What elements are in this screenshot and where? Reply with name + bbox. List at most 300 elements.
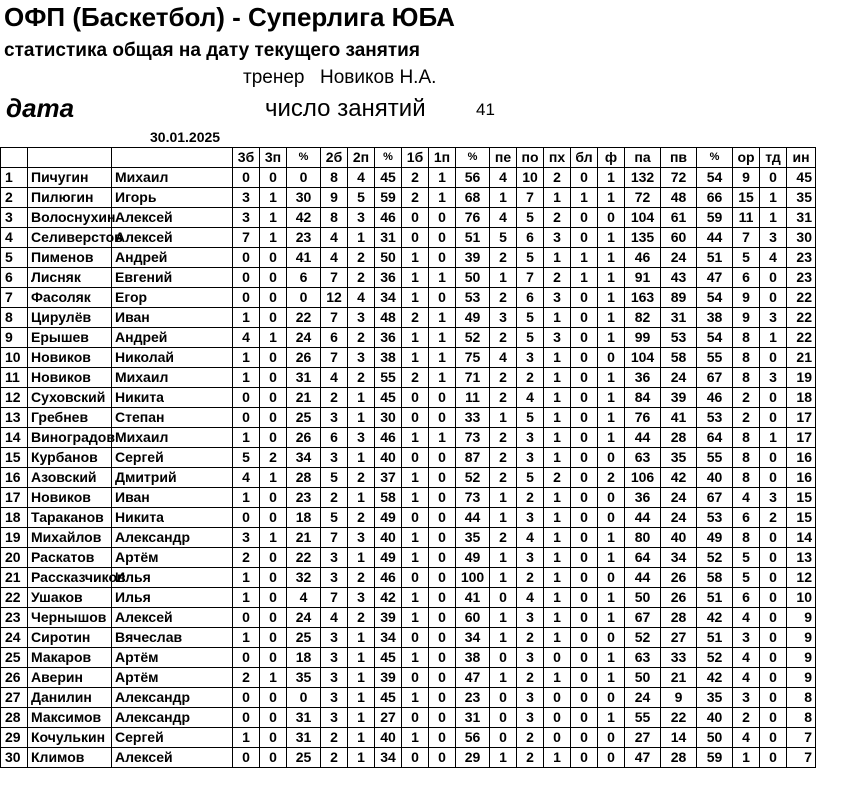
cell-1pt-scored: 0 (429, 668, 456, 688)
cell-steals: 6 (517, 228, 544, 248)
cell-rebounds: 4 (733, 648, 760, 668)
column-header-rebounds: ор (733, 148, 760, 168)
cell-fouls: 0 (598, 348, 625, 368)
cell-passes: 1 (490, 408, 517, 428)
cell-turnovers: 0 (544, 688, 571, 708)
cell-2pt-made: 7 (321, 588, 348, 608)
cell-attack-percent: 54 (697, 288, 733, 308)
cell-attack-percent: 46 (697, 388, 733, 408)
statistics-table (0, 147, 816, 768)
cell-attacks: 44 (625, 428, 661, 448)
cell-steals: 3 (517, 448, 544, 468)
cell-total: 13 (787, 548, 816, 568)
cell-attacks-won: 26 (661, 588, 697, 608)
cell-1pt-made: 0 (402, 508, 429, 528)
cell-1pt-scored: 1 (429, 308, 456, 328)
cell-passes: 1 (490, 508, 517, 528)
cell-1pt-percent: 87 (456, 448, 490, 468)
cell-attacks: 52 (625, 628, 661, 648)
cell-2pt-made: 3 (321, 648, 348, 668)
cell-3pt-scored: 0 (260, 728, 287, 748)
cell-attack-percent: 38 (697, 308, 733, 328)
cell-3pt-percent: 25 (287, 628, 321, 648)
cell-2pt-scored: 1 (348, 688, 375, 708)
cell-steals: 3 (517, 708, 544, 728)
cell-2pt-percent: 39 (375, 608, 402, 628)
cell-3pt-scored: 0 (260, 748, 287, 768)
cell-2pt-percent: 46 (375, 568, 402, 588)
cell-attacks-won: 33 (661, 648, 697, 668)
cell-3pt-made: 0 (233, 708, 260, 728)
cell-attacks: 82 (625, 308, 661, 328)
cell-3pt-made: 1 (233, 368, 260, 388)
cell-attacks: 50 (625, 668, 661, 688)
cell-attacks-won: 60 (661, 228, 697, 248)
cell-attacks: 91 (625, 268, 661, 288)
cell-3pt-percent: 6 (287, 268, 321, 288)
cell-row-number: 17 (1, 488, 28, 508)
cell-1pt-scored: 0 (429, 648, 456, 668)
column-header-td: тд (760, 148, 787, 168)
cell-2pt-scored: 3 (348, 588, 375, 608)
cell-1pt-percent: 31 (456, 708, 490, 728)
cell-2pt-percent: 34 (375, 628, 402, 648)
cell-attack-percent: 40 (697, 708, 733, 728)
cell-first-name: Артём (112, 548, 233, 568)
cell-passes: 2 (490, 528, 517, 548)
cell-row-number: 30 (1, 748, 28, 768)
cell-passes: 1 (490, 188, 517, 208)
cell-2pt-percent: 45 (375, 688, 402, 708)
cell-steals: 2 (517, 728, 544, 748)
cell-1pt-made: 2 (402, 168, 429, 188)
cell-fouls: 1 (598, 308, 625, 328)
cell-td: 0 (760, 688, 787, 708)
cell-last-name: Пилюгин (28, 188, 112, 208)
cell-blocks: 0 (571, 708, 598, 728)
cell-total: 16 (787, 448, 816, 468)
cell-steals: 3 (517, 688, 544, 708)
cell-turnovers: 1 (544, 368, 571, 388)
cell-blocks: 0 (571, 648, 598, 668)
cell-turnovers: 1 (544, 548, 571, 568)
cell-2pt-scored: 3 (348, 348, 375, 368)
cell-steals: 5 (517, 468, 544, 488)
cell-3pt-percent: 26 (287, 348, 321, 368)
cell-td: 0 (760, 168, 787, 188)
cell-steals: 4 (517, 588, 544, 608)
lessons-count-label: число занятий (265, 95, 426, 122)
cell-turnovers: 0 (544, 648, 571, 668)
column-header-attacks: па (625, 148, 661, 168)
column-header-last-name (28, 148, 112, 168)
cell-blocks: 0 (571, 428, 598, 448)
cell-1pt-percent: 71 (456, 368, 490, 388)
cell-fouls: 0 (598, 488, 625, 508)
cell-3pt-percent: 25 (287, 408, 321, 428)
table-row (1, 248, 816, 268)
cell-3pt-percent: 31 (287, 368, 321, 388)
cell-steals: 3 (517, 348, 544, 368)
cell-rebounds: 15 (733, 188, 760, 208)
cell-2pt-scored: 1 (348, 488, 375, 508)
cell-attacks-won: 24 (661, 488, 697, 508)
cell-last-name: Фасоляк (28, 288, 112, 308)
cell-td: 0 (760, 268, 787, 288)
cell-3pt-percent: 42 (287, 208, 321, 228)
cell-turnovers: 1 (544, 488, 571, 508)
cell-1pt-percent: 56 (456, 728, 490, 748)
table-row (1, 168, 816, 188)
cell-2pt-made: 12 (321, 288, 348, 308)
cell-turnovers: 1 (544, 408, 571, 428)
cell-2pt-scored: 2 (348, 368, 375, 388)
cell-2pt-percent: 38 (375, 348, 402, 368)
cell-2pt-scored: 1 (348, 548, 375, 568)
cell-td: 3 (760, 488, 787, 508)
cell-3pt-percent: 0 (287, 688, 321, 708)
cell-turnovers: 1 (544, 668, 571, 688)
cell-2pt-percent: 27 (375, 708, 402, 728)
cell-fouls: 1 (598, 408, 625, 428)
cell-last-name: Пичугин (28, 168, 112, 188)
cell-blocks: 0 (571, 528, 598, 548)
cell-1pt-made: 1 (402, 528, 429, 548)
trainer-name: Новиков Н.А. (320, 67, 437, 88)
cell-passes: 2 (490, 288, 517, 308)
cell-first-name: Дмитрий (112, 468, 233, 488)
cell-2pt-made: 2 (321, 748, 348, 768)
cell-attack-percent: 51 (697, 248, 733, 268)
cell-1pt-made: 1 (402, 608, 429, 628)
cell-1pt-percent: 49 (456, 548, 490, 568)
cell-1pt-percent: 60 (456, 608, 490, 628)
cell-row-number: 28 (1, 708, 28, 728)
cell-2pt-percent: 59 (375, 188, 402, 208)
cell-fouls: 0 (598, 728, 625, 748)
cell-blocks: 0 (571, 688, 598, 708)
cell-2pt-scored: 3 (348, 528, 375, 548)
cell-1pt-percent: 52 (456, 468, 490, 488)
cell-attacks-won: 48 (661, 188, 697, 208)
cell-attacks-won: 21 (661, 668, 697, 688)
cell-attack-percent: 67 (697, 368, 733, 388)
cell-first-name: Егор (112, 288, 233, 308)
cell-total: 17 (787, 428, 816, 448)
cell-first-name: Михаил (112, 168, 233, 188)
cell-steals: 5 (517, 208, 544, 228)
cell-td: 0 (760, 568, 787, 588)
cell-total: 22 (787, 288, 816, 308)
cell-3pt-made: 7 (233, 228, 260, 248)
cell-1pt-made: 2 (402, 308, 429, 328)
cell-passes: 2 (490, 448, 517, 468)
cell-rebounds: 11 (733, 208, 760, 228)
cell-attacks-won: 42 (661, 468, 697, 488)
cell-rebounds: 8 (733, 468, 760, 488)
cell-fouls: 1 (598, 588, 625, 608)
cell-td: 3 (760, 308, 787, 328)
cell-1pt-made: 0 (402, 708, 429, 728)
cell-last-name: Тараканов (28, 508, 112, 528)
cell-3pt-made: 3 (233, 208, 260, 228)
column-header-blocks: бл (571, 148, 598, 168)
cell-attacks-won: 24 (661, 368, 697, 388)
cell-total: 31 (787, 208, 816, 228)
cell-2pt-scored: 2 (348, 328, 375, 348)
table-row (1, 408, 816, 428)
cell-first-name: Михаил (112, 428, 233, 448)
cell-1pt-scored: 0 (429, 508, 456, 528)
cell-rebounds: 5 (733, 568, 760, 588)
cell-blocks: 0 (571, 468, 598, 488)
cell-row-number: 23 (1, 608, 28, 628)
cell-turnovers: 1 (544, 248, 571, 268)
cell-fouls: 1 (598, 528, 625, 548)
cell-3pt-made: 0 (233, 648, 260, 668)
cell-3pt-made: 1 (233, 728, 260, 748)
cell-3pt-scored: 1 (260, 668, 287, 688)
cell-first-name: Артём (112, 668, 233, 688)
cell-turnovers: 2 (544, 208, 571, 228)
column-header-turnovers: пх (544, 148, 571, 168)
table-row (1, 488, 816, 508)
cell-fouls: 1 (598, 328, 625, 348)
cell-last-name: Ушаков (28, 588, 112, 608)
cell-2pt-scored: 1 (348, 228, 375, 248)
cell-3pt-scored: 1 (260, 468, 287, 488)
cell-1pt-scored: 1 (429, 188, 456, 208)
cell-attacks: 163 (625, 288, 661, 308)
cell-turnovers: 2 (544, 468, 571, 488)
cell-total: 30 (787, 228, 816, 248)
cell-1pt-scored: 0 (429, 548, 456, 568)
cell-2pt-made: 5 (321, 468, 348, 488)
cell-1pt-scored: 0 (429, 248, 456, 268)
cell-3pt-scored: 0 (260, 268, 287, 288)
cell-2pt-scored: 1 (348, 628, 375, 648)
cell-3pt-percent: 41 (287, 248, 321, 268)
cell-passes: 2 (490, 328, 517, 348)
cell-blocks: 0 (571, 208, 598, 228)
cell-3pt-made: 1 (233, 588, 260, 608)
cell-first-name: Евгений (112, 268, 233, 288)
cell-attacks-won: 34 (661, 548, 697, 568)
cell-2pt-percent: 40 (375, 728, 402, 748)
cell-attack-percent: 54 (697, 168, 733, 188)
cell-attack-percent: 58 (697, 568, 733, 588)
cell-td: 0 (760, 288, 787, 308)
cell-1pt-percent: 49 (456, 308, 490, 328)
cell-1pt-percent: 44 (456, 508, 490, 528)
cell-first-name: Александр (112, 528, 233, 548)
cell-3pt-made: 0 (233, 408, 260, 428)
date-label: дата (6, 93, 75, 123)
cell-fouls: 1 (598, 708, 625, 728)
cell-attacks: 46 (625, 248, 661, 268)
cell-total: 12 (787, 568, 816, 588)
cell-fouls: 1 (598, 248, 625, 268)
cell-rebounds: 8 (733, 448, 760, 468)
cell-attack-percent: 55 (697, 348, 733, 368)
cell-fouls: 0 (598, 568, 625, 588)
cell-last-name: Данилин (28, 688, 112, 708)
column-header-row-number (1, 148, 28, 168)
cell-rebounds: 6 (733, 508, 760, 528)
cell-blocks: 0 (571, 548, 598, 568)
cell-td: 4 (760, 248, 787, 268)
cell-2pt-percent: 46 (375, 208, 402, 228)
cell-1pt-made: 1 (402, 688, 429, 708)
cell-first-name: Алексей (112, 228, 233, 248)
cell-attacks-won: 27 (661, 628, 697, 648)
cell-1pt-scored: 1 (429, 328, 456, 348)
cell-1pt-scored: 1 (429, 168, 456, 188)
cell-fouls: 1 (598, 668, 625, 688)
cell-turnovers: 2 (544, 268, 571, 288)
lessons-count-value: 41 (476, 100, 495, 119)
cell-1pt-scored: 0 (429, 528, 456, 548)
cell-blocks: 0 (571, 608, 598, 628)
page-subtitle: статистика общая на дату текущего занятия (4, 40, 420, 61)
column-header-3pt-scored: 3п (260, 148, 287, 168)
cell-2pt-made: 3 (321, 408, 348, 428)
cell-last-name: Михайлов (28, 528, 112, 548)
cell-2pt-made: 7 (321, 348, 348, 368)
cell-rebounds: 2 (733, 708, 760, 728)
cell-steals: 2 (517, 748, 544, 768)
cell-attacks-won: 39 (661, 388, 697, 408)
column-header-3pt-made: 3б (233, 148, 260, 168)
cell-fouls: 1 (598, 608, 625, 628)
cell-row-number: 16 (1, 468, 28, 488)
table-row (1, 468, 816, 488)
cell-attacks-won: 58 (661, 348, 697, 368)
cell-steals: 7 (517, 268, 544, 288)
cell-turnovers: 1 (544, 588, 571, 608)
cell-last-name: Азовский (28, 468, 112, 488)
cell-row-number: 10 (1, 348, 28, 368)
cell-1pt-scored: 0 (429, 228, 456, 248)
cell-3pt-percent: 0 (287, 288, 321, 308)
cell-2pt-made: 7 (321, 268, 348, 288)
cell-last-name: Климов (28, 748, 112, 768)
cell-attack-percent: 55 (697, 448, 733, 468)
cell-blocks: 0 (571, 368, 598, 388)
cell-blocks: 0 (571, 288, 598, 308)
table-row (1, 588, 816, 608)
cell-1pt-scored: 0 (429, 448, 456, 468)
cell-blocks: 0 (571, 568, 598, 588)
table-row (1, 608, 816, 628)
cell-1pt-percent: 76 (456, 208, 490, 228)
cell-attacks: 72 (625, 188, 661, 208)
cell-3pt-percent: 22 (287, 548, 321, 568)
cell-2pt-percent: 36 (375, 268, 402, 288)
cell-attacks: 44 (625, 508, 661, 528)
cell-attack-percent: 47 (697, 268, 733, 288)
cell-passes: 0 (490, 588, 517, 608)
cell-2pt-percent: 34 (375, 748, 402, 768)
table-row (1, 448, 816, 468)
cell-fouls: 1 (598, 368, 625, 388)
cell-1pt-scored: 0 (429, 608, 456, 628)
cell-first-name: Андрей (112, 328, 233, 348)
cell-rebounds: 9 (733, 288, 760, 308)
cell-attacks: 47 (625, 748, 661, 768)
cell-2pt-percent: 45 (375, 648, 402, 668)
cell-3pt-made: 1 (233, 428, 260, 448)
cell-blocks: 0 (571, 748, 598, 768)
cell-turnovers: 1 (544, 628, 571, 648)
cell-2pt-scored: 2 (348, 508, 375, 528)
cell-1pt-scored: 1 (429, 368, 456, 388)
cell-2pt-scored: 4 (348, 288, 375, 308)
cell-row-number: 11 (1, 368, 28, 388)
cell-3pt-made: 0 (233, 168, 260, 188)
cell-total: 7 (787, 728, 816, 748)
cell-3pt-scored: 0 (260, 308, 287, 328)
table-row (1, 348, 816, 368)
cell-row-number: 13 (1, 408, 28, 428)
cell-rebounds: 3 (733, 628, 760, 648)
cell-1pt-made: 1 (402, 428, 429, 448)
cell-attacks-won: 28 (661, 748, 697, 768)
cell-attacks: 24 (625, 688, 661, 708)
cell-2pt-scored: 2 (348, 608, 375, 628)
cell-3pt-made: 0 (233, 508, 260, 528)
cell-td: 0 (760, 728, 787, 748)
cell-attacks-won: 72 (661, 168, 697, 188)
cell-3pt-made: 4 (233, 328, 260, 348)
cell-2pt-scored: 3 (348, 428, 375, 448)
cell-1pt-scored: 0 (429, 748, 456, 768)
cell-passes: 0 (490, 708, 517, 728)
cell-passes: 1 (490, 608, 517, 628)
cell-3pt-percent: 24 (287, 328, 321, 348)
cell-total: 35 (787, 188, 816, 208)
cell-td: 0 (760, 708, 787, 728)
cell-steals: 3 (517, 508, 544, 528)
cell-row-number: 22 (1, 588, 28, 608)
cell-attack-percent: 51 (697, 588, 733, 608)
cell-3pt-made: 0 (233, 388, 260, 408)
cell-3pt-percent: 18 (287, 648, 321, 668)
cell-turnovers: 0 (544, 708, 571, 728)
cell-row-number: 7 (1, 288, 28, 308)
column-header-steals: по (517, 148, 544, 168)
cell-2pt-scored: 1 (348, 408, 375, 428)
cell-td: 0 (760, 628, 787, 648)
cell-steals: 5 (517, 328, 544, 348)
cell-blocks: 0 (571, 408, 598, 428)
cell-3pt-percent: 30 (287, 188, 321, 208)
cell-1pt-scored: 0 (429, 688, 456, 708)
cell-2pt-scored: 2 (348, 568, 375, 588)
cell-2pt-scored: 1 (348, 708, 375, 728)
cell-attack-percent: 50 (697, 728, 733, 748)
cell-1pt-scored: 0 (429, 208, 456, 228)
cell-total: 19 (787, 368, 816, 388)
cell-1pt-percent: 35 (456, 528, 490, 548)
cell-2pt-made: 2 (321, 488, 348, 508)
cell-td: 0 (760, 648, 787, 668)
column-header-2pt-made: 2б (321, 148, 348, 168)
cell-2pt-percent: 40 (375, 448, 402, 468)
cell-3pt-scored: 1 (260, 328, 287, 348)
cell-2pt-made: 3 (321, 688, 348, 708)
cell-td: 1 (760, 428, 787, 448)
